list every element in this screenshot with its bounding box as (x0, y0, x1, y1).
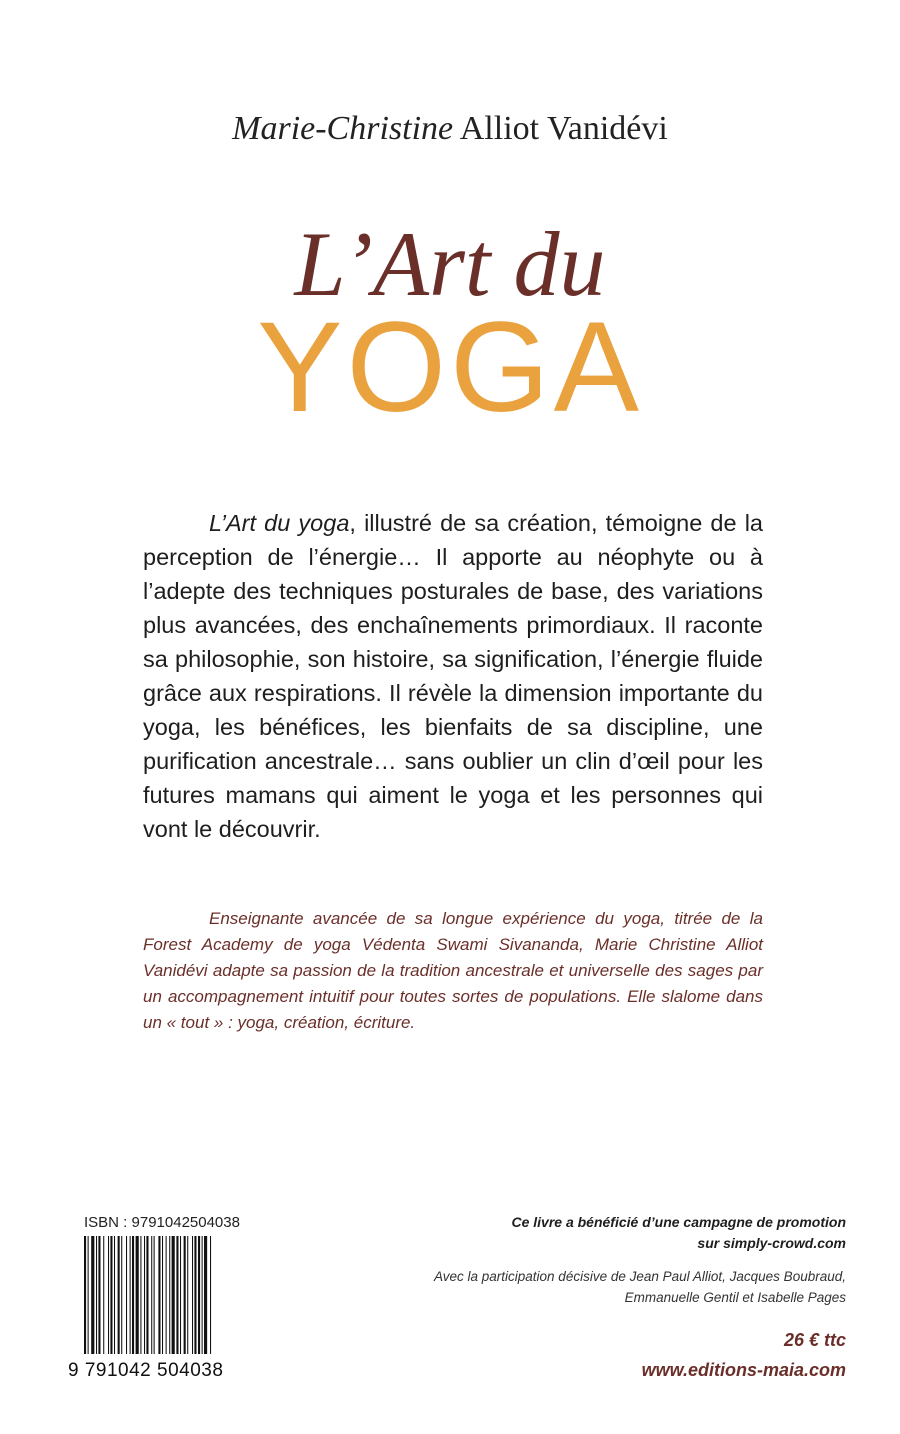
barcode-bar (121, 1236, 122, 1354)
barcode-bar (130, 1236, 131, 1354)
blurb-text: , illustré de sa création, témoigne de la perception de l’énergie… Il apporte au néophyte ou à l’adepte des techniques posturales de base, des variations plus avancées, des enchaînements primordiaux. Il raconte sa philosophie, son histoire, sa signification, l’énergie fluide grâce aux respirations. Il révèle la dimension importante du yoga, les bénéfices, les bienfaits de sa discipline, une purification ancestrale… sans oublier un clin d’œil pour les futures mamans qui aiment le yoga et les personnes qui vont le découvrir. (143, 510, 763, 842)
barcode-bar (187, 1236, 188, 1354)
barcode-bar (96, 1236, 97, 1354)
promotion-line-1: Ce livre a bénéficié d’une campagne de promotion (511, 1214, 846, 1230)
barcode-bar (98, 1236, 100, 1354)
barcode-bar (166, 1236, 167, 1354)
isbn-label: ISBN : 9791042504038 (84, 1214, 240, 1231)
barcode-bar (202, 1236, 203, 1354)
blurb-book-title: L’Art du yoga (209, 510, 350, 536)
barcode-bar (84, 1236, 86, 1354)
promotion-note (376, 1212, 846, 1254)
barcode-bar (132, 1236, 134, 1354)
acknowledgements-line-2: Emmanuelle Gentil et Isabelle Pages (624, 1290, 846, 1305)
book-title-line1: L’Art du (294, 213, 606, 315)
price: 26 € ttc (783, 1330, 846, 1350)
barcode-bar (126, 1236, 127, 1354)
barcode-bar (162, 1236, 163, 1354)
barcode-bar (146, 1236, 148, 1354)
barcode (84, 1236, 252, 1354)
author-last-name: Alliot Vanidévi (459, 110, 668, 147)
barcode-bar (144, 1236, 145, 1354)
barcode-digits: 9 791042 504038 (68, 1360, 224, 1381)
barcode-bar (108, 1236, 109, 1354)
barcode-bar (210, 1236, 211, 1354)
barcode-bar (88, 1236, 89, 1354)
barcode-bar (118, 1236, 120, 1354)
barcode-bar (180, 1236, 181, 1354)
barcode-bar (169, 1236, 170, 1354)
back-cover-blurb (143, 506, 763, 846)
barcode-bar (176, 1236, 178, 1354)
bio-paragraph: Enseignante avancée de sa longue expérience du yoga, titrée de la Forest Academy de yoga Védenta Swami Sivananda, Marie Christine Alliot Vanidévi adapte sa passion de la tradition ancestrale et universelle des sages par un accompagnement intuitif pour toutes sortes de populations. Elle slalome dans un « tout » : yoga, création, écriture. (143, 909, 763, 1032)
barcode-bar (91, 1236, 94, 1354)
barcode-bar (114, 1236, 115, 1354)
barcode-bar (192, 1236, 193, 1354)
barcode-bar (103, 1236, 104, 1354)
barcode-bar (154, 1236, 155, 1354)
barcode-bar (136, 1236, 139, 1354)
blurb-paragraph (143, 506, 763, 846)
barcode-bar (110, 1236, 112, 1354)
barcode-bar (194, 1236, 196, 1354)
author-bio (143, 906, 763, 1036)
barcode-bar (172, 1236, 175, 1354)
barcode-bar (151, 1236, 152, 1354)
acknowledgements (376, 1266, 846, 1308)
book-title-line2: YOGA (257, 296, 643, 439)
barcode-bar (140, 1236, 141, 1354)
acknowledgements-line-1: Avec la participation décisive de Jean Paul Alliot, Jacques Boubraud, (433, 1269, 846, 1284)
barcode-bar (204, 1236, 207, 1354)
barcode-bar (198, 1236, 200, 1354)
author-first-name: Marie-Christine (232, 110, 454, 147)
author-name (0, 110, 900, 148)
promotion-line-2: sur simply-crowd.com (697, 1235, 846, 1251)
barcode-bar (158, 1236, 160, 1354)
barcode-bar (184, 1236, 186, 1354)
publisher-website[interactable]: www.editions-maia.com (641, 1360, 846, 1380)
